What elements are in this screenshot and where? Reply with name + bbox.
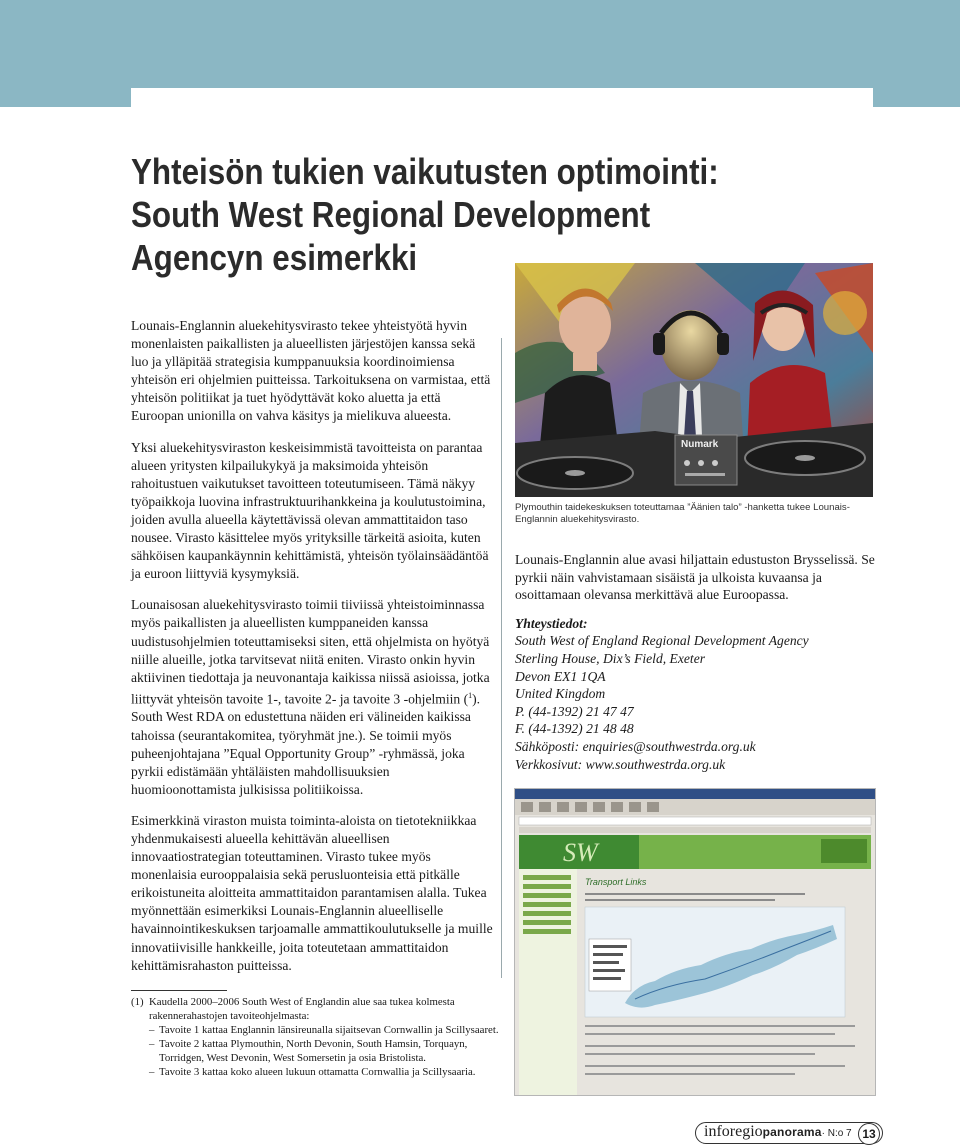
footnote-intro: Kaudella 2000–2006 South West of Englandin alue saa tukea kolmesta rakennerahastojen tavoiteohjelmasta: xyxy=(149,996,455,1023)
footnote-1 xyxy=(131,995,501,1080)
contact-email[interactable]: Sähköposti: enquiries@southwestrda.org.uk xyxy=(515,738,756,754)
contact-street: Sterling House, Dix’s Field, Exeter xyxy=(515,650,706,666)
contact-block xyxy=(515,615,885,773)
footnote-ref[interactable]: 1 xyxy=(468,690,473,700)
right-paragraph: Lounais-Englannin alue avasi hiljattain edustuston Brysselissä. Se pyrkii näin vahvistamaan sisäistä ja ulkoista kuvaansa ja osoittamaan olevansa merkittävä alue Euroopassa. xyxy=(515,552,875,603)
footnote-item: – Tavoite 1 kattaa Englannin länsireunalla sijaitsevan Cornwallin ja Scillysaaret. xyxy=(149,1024,499,1037)
contact-organization: South West of England Regional Development Agency xyxy=(515,633,809,649)
publication-brand xyxy=(704,1123,852,1141)
page-number: 13 xyxy=(858,1123,880,1145)
issue-number: · N:o 7 xyxy=(821,1128,852,1139)
top-band-white-inset xyxy=(131,88,873,107)
title-line-1: Yhteisön tukien vaikutusten optimointi: xyxy=(131,151,719,192)
site-section-heading: Transport Links xyxy=(585,877,647,887)
dj-photo xyxy=(515,263,873,497)
title-line-3: Agencyn esimerkki xyxy=(131,237,418,278)
photo-caption: Plymouthin taidekeskuksen toteuttamaa ”Äänien talo” -hanketta tukee Lounais-Englannin aluekehitysvirasto. xyxy=(515,502,850,525)
contact-website[interactable]: Verkkosivut: www.southwestrda.org.uk xyxy=(515,756,726,772)
right-column xyxy=(515,551,885,773)
left-column xyxy=(131,317,495,988)
footnote-separator xyxy=(131,990,227,991)
footnote-item: – Tavoite 2 kattaa Plymouthin, North Devonin, South Hamsin, Torquayn, Torridgen, West Devonin, West Somersetin ja osia Bristolista. xyxy=(149,1038,468,1065)
column-divider xyxy=(501,338,502,978)
contact-country: United Kingdom xyxy=(515,686,606,702)
contact-title: Yhteystiedot: xyxy=(515,615,588,631)
website-screenshot xyxy=(514,788,876,1096)
contact-postcode: Devon EX1 1QA xyxy=(515,668,606,684)
footnote-item: – Tavoite 3 kattaa koko alueen lukuun ottamatta Cornwallia ja Scillysaaria. xyxy=(149,1066,476,1079)
article-title xyxy=(131,150,750,279)
site-logo: SW xyxy=(563,838,598,867)
footer-badge xyxy=(695,1122,885,1144)
contact-fax: F. (44-1392) 21 48 48 xyxy=(515,721,634,737)
paragraph-3: Lounaisosan aluekehitysvirasto toimii tiiviissä yhteistoiminnassa myös paikallisten ja alueellisten kumppaneiden kanssa uudistusohjelmien toteuttamiseksi siten, että ohjelmista on hyötyä niille alueille, jotka tarvitsevat niitä eniten. Virasto onkin hyvin aktiivinen tiedottaja ja neuvonantaja kaikissa niissä asioissa, jotka liittyvät yhteisön tavoite 1-, tavoite 2- ja tavoite 3 -ohjelmiin ($^1$). South West RDA on edustettuna näiden eri välineiden kaikissa tahoissa (seurantakomitea, työryhmät jne.). Se toimii myös puheenjohtajana ”Equal Opportunity Group” -ryhmässä, joka pyrkii edistämään yhtäläisten mahdollisuuksien huomioonottamista julkisissa politiikoissa. xyxy=(131,597,490,797)
footnotes xyxy=(131,995,501,1080)
paragraph-2: Yksi aluekehitysviraston keskeisimmistä tavoitteista on parantaa alueen yritysten kilpailukykyä ja maksimoida yhteisön rahoitustuen vaikutukset tavoitteen toteutumiseen. Tämä näkyy työpaikkoja luovina infrastruktuurihankkeina ja koulutustoimina, joiden avulla alueella käytettävissä olevan ammattitaidon taso nousee. Virasto käsittelee myös yrityksille tärkeitä asioita, kuten sähköisen kaupankäynnin kehittämistä, yhteisön työlainsäädäntöä ja euroon liittyviä kysymyksiä. xyxy=(131,439,489,582)
paragraph-1: Lounais-Englannin aluekehitysvirasto tekee yhteistyötä hyvin monenlaisten paikallisten ja alueellisten järjestöjen kanssa sekä luo ja ylläpitää strategisia kumppanuuksia koordinoimiensa yhteisön eri ohjelmien puitteissa. Tarkoituksena on varmistaa, että yhteisön politiikat ja tuet hyödyttävät koko aluetta ja että Euroopan unionilla on vahva käsitys ja mielikuva alueesta. xyxy=(131,318,491,424)
brand-sub: panorama xyxy=(762,1125,822,1139)
contact-phone: P. (44-1392) 21 47 47 xyxy=(515,703,634,719)
footnote-mark: (1) xyxy=(131,996,144,1008)
title-line-2: South West Regional Development xyxy=(131,194,651,235)
mixer-brand-label: Numark xyxy=(681,439,719,450)
brand-main: inforegio xyxy=(704,1123,763,1140)
paragraph-4: Esimerkkinä viraston muista toiminta-aloista on tietotekniikkaa yhdenmukaisesti alueella kehittävän alueellisen innovaatiostrategian toteuttaminen. Virasto tukee myös monenlaisia eurooppalaisia sekä perusluonteisia että pitkälle erikoistuneita aloitteita ammattitaidon parantamisen alalla. Tukea myönnettään esimerkiksi Lounais-Englannin alueelliselle havainnointikeskuksen tarjoamalle ammattikoulutukselle ja muille innovatiivisille hankkeille, joita toteutetaan ammattitaidon kehittämisrahaston puitteissa. xyxy=(131,812,493,973)
